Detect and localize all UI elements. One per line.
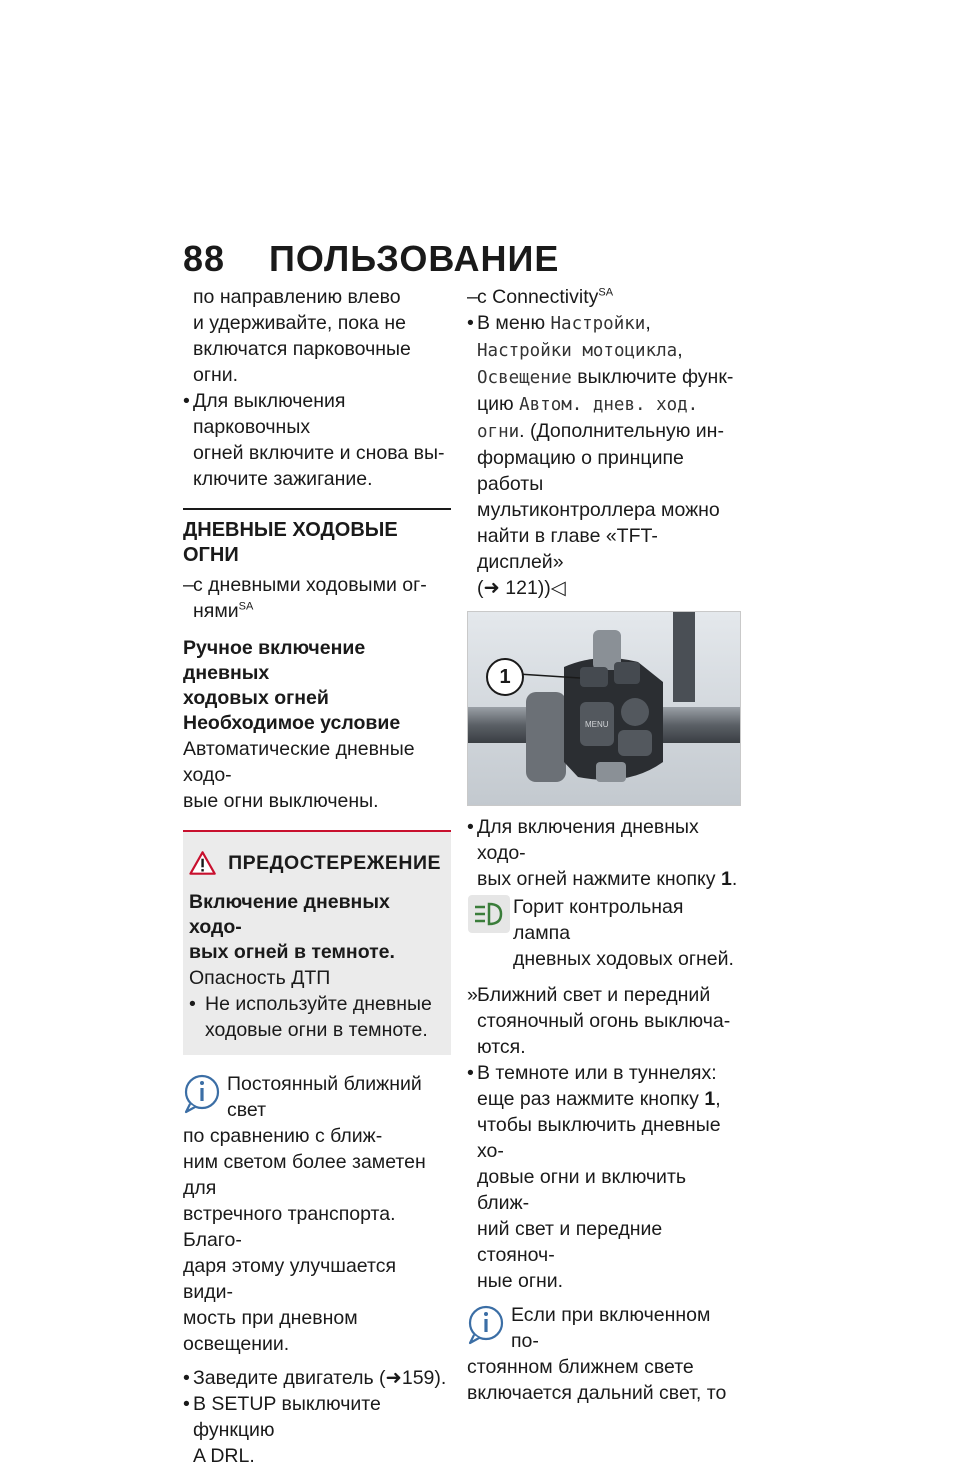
arrow-ref-icon: ➜	[483, 577, 500, 599]
text-line: Для включения дневных ходо-	[477, 816, 699, 864]
end-mark-icon: ◁	[550, 577, 566, 599]
warning-bold-text	[189, 890, 441, 965]
text-line: стояночный огонь выключа-	[477, 1010, 731, 1032]
handlebar-photo	[467, 611, 741, 806]
menu-label: MENU	[585, 720, 609, 729]
bullet-dot: •	[183, 1393, 190, 1415]
info-icon	[183, 1071, 225, 1115]
text-line: вых огней в темноте.	[189, 941, 395, 963]
condition-connectivity	[467, 284, 739, 310]
button-number: 1	[720, 868, 732, 890]
warning-danger-text: Опасность ДТП	[189, 967, 331, 989]
text-line: ные огни.	[477, 1270, 564, 1292]
info-note-high-beam	[467, 1302, 739, 1406]
text-line: Для выключения парковочных	[193, 390, 346, 438]
text-line: включается дальний свет, то	[467, 1382, 727, 1404]
callout-1: 1	[486, 658, 524, 696]
info-note	[183, 1071, 451, 1357]
result-note	[467, 982, 739, 1060]
text-line: В темноте или в туннелях:	[477, 1062, 717, 1084]
button-number: 1	[704, 1088, 716, 1110]
arrow-ref-icon: ➜	[385, 1367, 402, 1389]
bullet-dot: •	[467, 816, 474, 838]
page-ref: 159).	[401, 1367, 447, 1389]
bullet-dot: •	[189, 993, 196, 1015]
bullet-press-button: • Для включения дневных ходо- вых огней нажмите кнопку 1.	[467, 816, 738, 890]
text-line: вых огней нажмите кнопку	[477, 868, 716, 890]
text-line: включатся парковочные огни.	[193, 338, 411, 386]
bullet-start-engine	[183, 1365, 451, 1391]
text-line: еще раз нажмите кнопку	[477, 1088, 699, 1110]
handlebar-illustration	[468, 612, 740, 805]
text-line: и удерживайте, пока не	[193, 312, 406, 334]
menu-path: Освещение	[477, 368, 572, 388]
page-number: 88	[183, 238, 226, 279]
text-line: ходовые огни в темноте.	[205, 1019, 428, 1041]
prereq-text	[183, 736, 451, 814]
bullet-dot: •	[467, 1062, 474, 1084]
text-line: Ближний свет и передний	[477, 984, 711, 1006]
bullet-darkness: • В темноте или в туннелях: еще раз нажмите кнопку 1, чтобы выключить дневные хо- довые огни и включить ближ- ний свет и передние стояноч- ные огни.	[467, 1060, 739, 1294]
text-line: вые огни выключены.	[183, 790, 379, 812]
indicator-note	[467, 894, 739, 972]
text-line: мость при дневном освещении.	[183, 1307, 358, 1355]
bullet-dot: •	[183, 390, 190, 412]
warning-box	[183, 830, 451, 1055]
bullet-menu: • В меню Настройки, Настройки мотоцикла, Освещение выключите функ- цию Автом. днев. ход. огни. (Дополнительную ин- формацию о принципе работы мультиконтроллера можно найти в главе «TFT-дисплей» (➜ 121))◁	[467, 310, 739, 601]
warning-bullet	[189, 991, 441, 1043]
menu-path: Настройки	[550, 314, 646, 334]
menu-path: Настройки мотоцикла	[477, 341, 678, 361]
sa-superscript: SA	[238, 600, 254, 613]
title-line: ДНЕВНЫЕ ХОДОВЫЕ	[183, 519, 398, 541]
text-line: В SETUP выключите функцию	[193, 1393, 381, 1441]
text-line: мультиконтроллера можно	[477, 499, 720, 521]
text-span: В меню	[477, 312, 551, 334]
condition-equipment	[183, 572, 451, 624]
text-line: огней включите и снова вы-	[193, 442, 445, 464]
dash-marker: –	[467, 286, 478, 308]
text-line: даря этому улучшается види-	[183, 1255, 397, 1303]
right-column	[467, 284, 739, 1406]
page-title: ПОЛЬЗОВАНИЕ	[269, 238, 560, 279]
text-line: чтобы выключить дневные хо-	[477, 1114, 721, 1162]
intro-paragraph	[183, 284, 451, 388]
text-line: дневных ходовых огней.	[513, 948, 734, 970]
dash-marker: –	[183, 574, 194, 596]
text-line: Горит контрольная лампа	[513, 896, 684, 944]
text-line: по направлению влево	[193, 286, 401, 308]
menu-path: огни	[477, 422, 520, 442]
text-line: с дневными ходовыми ог-	[193, 574, 427, 596]
bullet-parking-off	[183, 388, 451, 492]
text-line: Включение дневных ходо-	[189, 891, 390, 938]
bullet-dot: •	[183, 1367, 190, 1389]
text-line: Не используйте дневные	[205, 993, 432, 1015]
bullet-setup	[183, 1391, 451, 1469]
sa-superscript: SA	[598, 286, 614, 299]
left-column	[183, 284, 451, 1469]
title-line: ОГНИ	[183, 544, 239, 566]
info-icon	[467, 1302, 509, 1346]
text-line: Заведите двигатель (	[193, 1367, 386, 1389]
text-line: довые огни и включить ближ-	[477, 1166, 687, 1214]
warning-triangle-icon	[189, 846, 216, 880]
warning-title: ПРЕДОСТЕРЕЖЕНИЕ	[228, 852, 441, 874]
warning-header	[189, 846, 441, 880]
daytime-running-light-icon	[467, 894, 511, 934]
text-line: ним светом более заметен для	[183, 1151, 426, 1199]
page-header	[183, 238, 559, 280]
section-title	[183, 508, 451, 568]
text-span: выключите функ-	[571, 366, 734, 388]
text-line: найти в главе «TFT-дисплей»	[477, 525, 658, 573]
text-line: встречного транспорта. Благо-	[183, 1203, 396, 1251]
text-span: цию	[477, 393, 520, 415]
result-marker: »	[467, 984, 478, 1006]
heading-line: ходовых огней	[183, 687, 329, 709]
text-line: Автоматические дневные ходо-	[183, 738, 415, 786]
text-line: по сравнению с ближ-	[183, 1125, 383, 1147]
text-line: ются.	[477, 1036, 526, 1058]
text-line: нями	[193, 600, 239, 622]
manual-heading	[183, 636, 451, 736]
menu-path: Автом. днев. ход.	[519, 395, 699, 415]
text-line: ний свет и передние стояноч-	[477, 1218, 663, 1266]
text-line: с Connectivity	[477, 286, 599, 308]
text-line: ключите зажигание.	[193, 468, 373, 490]
text-line: Если при включенном по-	[511, 1304, 711, 1352]
text-span: . (Дополнительную ин-	[519, 420, 724, 442]
text-line: Постоянный ближний свет	[227, 1073, 422, 1121]
bullet-dot: •	[467, 312, 474, 334]
page-ref: 121))	[505, 577, 551, 599]
text-line: формацию о принципе работы	[477, 447, 684, 495]
prereq-heading: Необходимое условие	[183, 712, 401, 734]
text-line: A DRL.	[193, 1445, 255, 1467]
heading-line: Ручное включение дневных	[183, 637, 366, 684]
text-line: стоянном ближнем свете	[467, 1356, 694, 1378]
